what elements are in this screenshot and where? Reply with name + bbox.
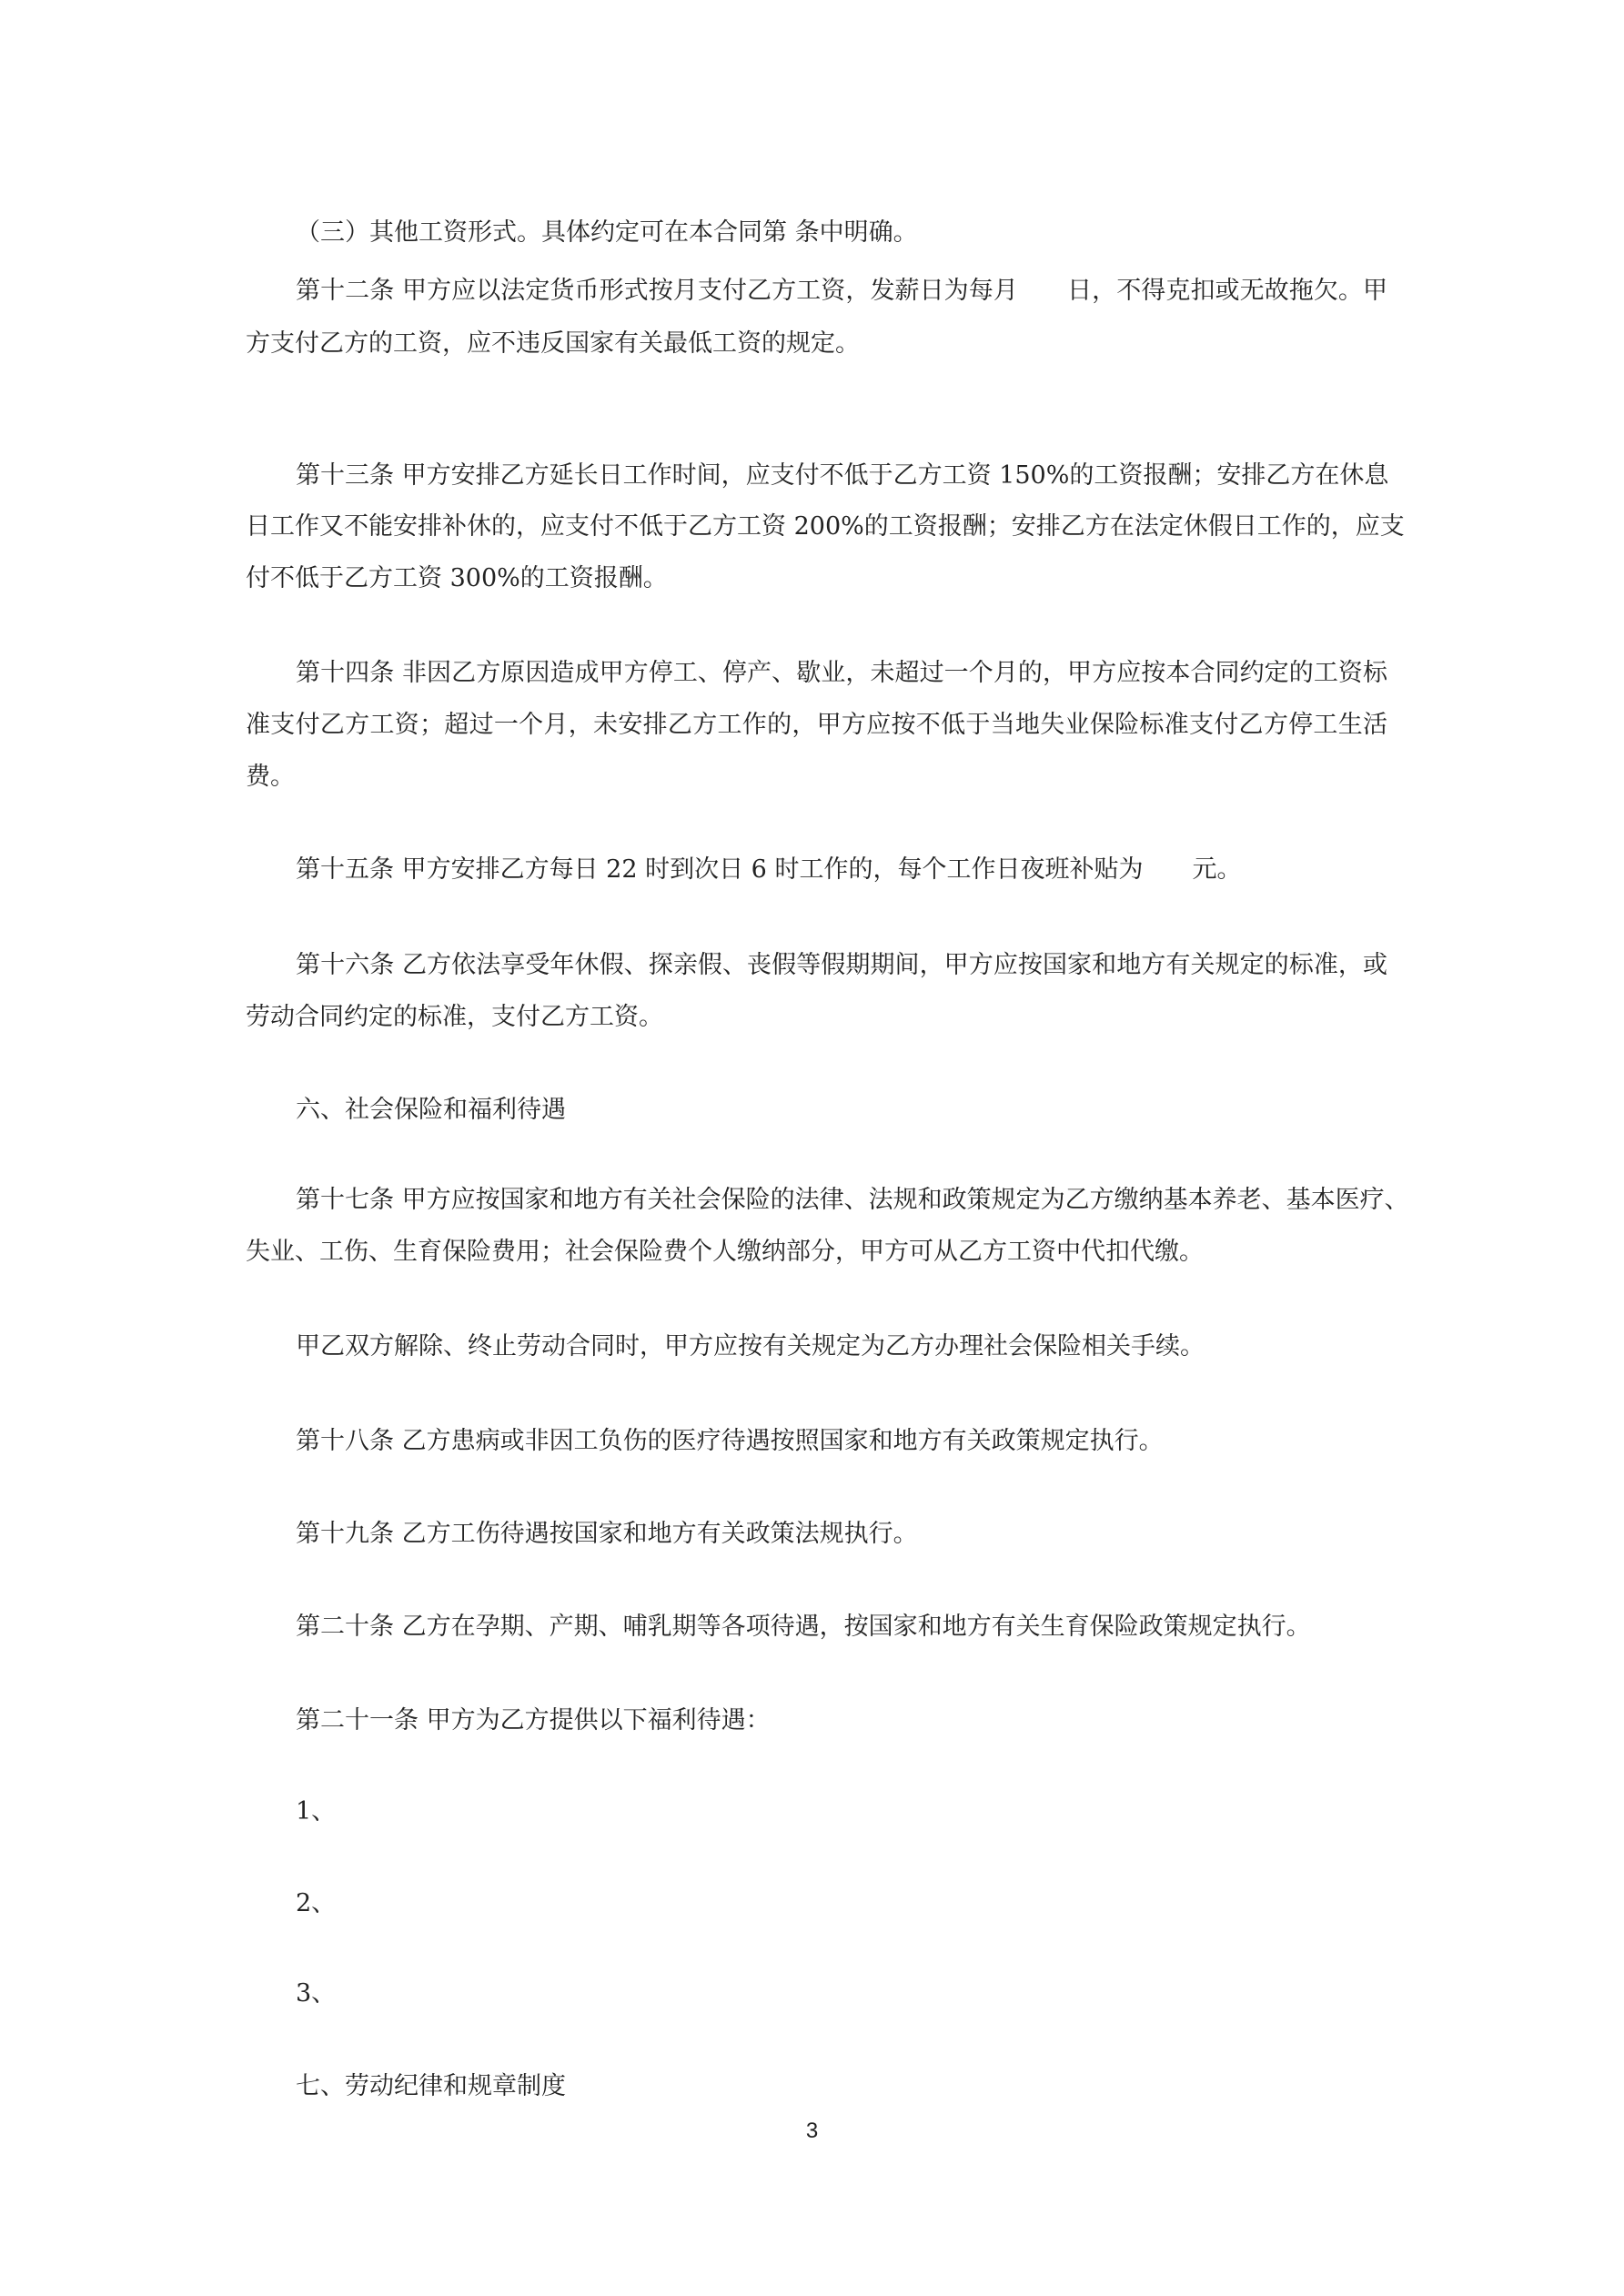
article-13-line: 付不低于乙方工资 300%的工资报酬。	[246, 564, 668, 592]
section-heading-6: 六、社会保险和福利待遇	[296, 1096, 566, 1124]
paragraph: 甲乙双方解除、终止劳动合同时，甲方应按有关规定为乙方办理社会保险相关手续。	[296, 1332, 1205, 1360]
article-15: 第十五条 甲方安排乙方每日 22 时到次日 6 时工作的，每个工作日夜班补贴为 元。	[296, 855, 1242, 884]
article-16-line: 劳动合同约定的标准，支付乙方工资。	[246, 1003, 663, 1031]
article-13-line: 日工作又不能安排补休的，应支付不低于乙方工资 200%的工资报酬；安排乙方在法定休假日工作的，应支	[246, 512, 1405, 541]
article-18: 第十八条 乙方患病或非因工负伤的医疗待遇按照国家和地方有关政策规定执行。	[296, 1427, 1164, 1455]
list-item: 1、	[296, 1797, 337, 1826]
article-17-line: 失业、工伤、生育保险费用；社会保险费个人缴纳部分，甲方可从乙方工资中代扣代缴。	[246, 1238, 1204, 1266]
article-12-line: 第十二条 甲方应以法定货币形式按月支付乙方工资，发薪日为每月 日，不得克扣或无故拖欠。甲	[296, 277, 1387, 305]
article-14-line: 费。	[246, 763, 295, 791]
article-17-line: 第十七条 甲方应按国家和地方有关社会保险的法律、法规和政策规定为乙方缴纳基本养老、基本医疗、	[296, 1186, 1409, 1214]
article-13-line: 第十三条 甲方安排乙方延长日工作时间，应支付不低于乙方工资 150%的工资报酬；安排乙方在休息	[296, 461, 1389, 490]
list-item: 3、	[296, 1979, 337, 2008]
paragraph-line: （三）其他工资形式。具体约定可在本合同第 条中明确。	[296, 218, 918, 247]
article-12-line: 方支付乙方的工资，应不违反国家有关最低工资的规定。	[246, 329, 860, 358]
section-heading-7: 七、劳动纪律和规章制度	[296, 2072, 566, 2100]
article-16-line: 第十六条 乙方依法享受年休假、探亲假、丧假等假期期间，甲方应按国家和地方有关规定的标准，或	[296, 951, 1387, 979]
article-19: 第十九条 乙方工伤待遇按国家和地方有关政策法规执行。	[296, 1520, 918, 1548]
list-item: 2、	[296, 1889, 337, 1917]
article-14-line: 第十四条 非因乙方原因造成甲方停工、停产、歇业，未超过一个月的，甲方应按本合同约定的工资标	[296, 659, 1387, 687]
article-20: 第二十条 乙方在孕期、产期、哺乳期等各项待遇，按国家和地方有关生育保险政策规定执行。	[296, 1613, 1311, 1641]
page-number: 3	[805, 2119, 819, 2143]
article-21: 第二十一条 甲方为乙方提供以下福利待遇：	[296, 1706, 771, 1735]
article-14-line: 准支付乙方工资；超过一个月，未安排乙方工作的，甲方应按不低于当地失业保险标准支付乙方停工生活	[246, 711, 1387, 739]
